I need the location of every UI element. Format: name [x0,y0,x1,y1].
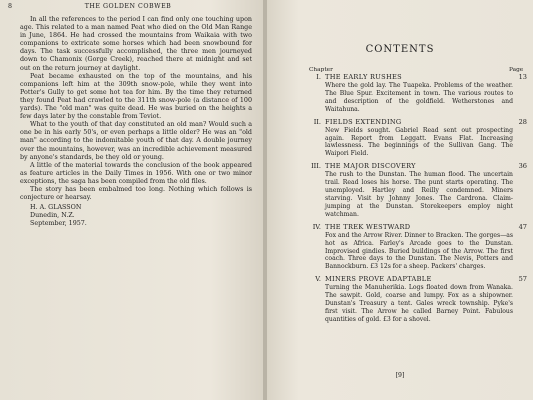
folio: [9] [395,372,405,379]
right-page [267,0,533,400]
contents-title: CONTENTS [365,44,435,55]
chapter-page: 28 [518,117,527,126]
preface-text [20,16,252,228]
chapter-title: MINERS PROVE ADAPTABLE [325,275,432,284]
paragraph: What to the youth of that day constituted an old man? Would such a one be in his early 50's, or even perhaps a little older? He was an "old man" according to the indomitable youth of that day. A double journey over the mountains, however, was an incredible achievement measured by anyone's standards, be they old or young. [20,121,252,161]
chapter-column-header: Chapter [309,67,333,73]
page-number: 8 [8,3,13,10]
page-column-header: Page [509,67,524,73]
chapter-description: Fox and the Arrow River. Dinner to Bracken. The gorges—as hot as Africa. Farley's Arcade goes to the Dunstan. Improvised gindies. Buried buildings of the Arrow. The first coach. Three days to the Dunstan. The Nevis, Potters and Bannockburn. £3 12s for a sheep. Packers' charges. [325,231,513,271]
chapter-number: V. [315,275,321,284]
paragraph: The story has been embalmed too long. Nothing which follows is conjecture or hearsay. [20,185,252,202]
chapter-page: 57 [518,275,527,284]
contents-entry [309,73,527,114]
running-head [8,3,248,13]
chapter-number: II. [313,117,321,126]
chapter-description: Turning the Manuherikia. Logs floated down from Wanaka. The sawpit. Gold, coarse and lumpy. Fox as a shipowner. Dunstan's Treasury a tent. Gales wreck township. Pyke's first visit. The Arrow he called Barney Point. Fabulous quantities of gold. £3 for a shovel. [325,284,513,323]
left-page [0,0,263,400]
chapter-title: THE TREK WESTWARD [325,222,411,231]
running-title: THE GOLDEN COBWEB [84,3,172,10]
chapter-page: 13 [518,73,527,81]
contents-entry [309,118,527,159]
paragraph: In all the references to the period I can find only one touching upon age. This related to a man named Peat who died on the Old Man Range in June, 1864. He had crossed the mountains from Waikaia with two companions to extricate some horses which had been snowbound for days. The task successfully accomplished, the three men journeyed down to Chamonix (Gorge Creek), reached there at midnight and set out on the return journey at daylight. [20,16,252,72]
contents-entry [309,162,527,218]
author-place: Dunedin, N.Z. [30,212,75,220]
paragraph: A little of the material towards the conclusion of the book appeared as feature articles in the Daily Times in 1956. With one or two minor exceptions, the saga has been compiled from the old files. [20,161,252,185]
signature-block [20,204,252,228]
chapter-number: I. [316,73,321,81]
chapter-page: 36 [518,162,527,171]
chapter-title: FIELDS EXTENDING [325,117,402,126]
chapter-description: New Fields sought. Gabriel Read sent out prospecting again. Report from Leggatt. Evans Flat. Increasing lawlessness. The beginnings of the Sullivan Gang. The Waipori Field. [325,126,513,158]
contents-list [309,73,527,328]
chapter-title: THE MAJOR DISCOVERY [325,162,416,171]
chapter-title: THE EARLY RUSHES [325,73,402,81]
chapter-number: III. [311,162,321,171]
paragraph: Peat became exhausted on the top of the mountains, and his companions left him at the 309th snow-pole, while they went into Potter's Gully to get some hot tea for him. By the time they returned they found Peat had crawled to the 311th snow-pole (a distance of 100 yards). The "old man" was quite dead. He was buried on the heights a few days later by the constable from Teviot. [20,72,252,121]
chapter-description: Where the gold lay. The Tuapeka. Problems of the weather. The Blue Spur. Excitement in town. The various routes to and description of the goldfield. Wetherstones and Waitahuna. [325,82,513,113]
chapter-description: The rush to the Dunstan. The human flood. The uncertain trail. Read loses his horse. The punt starts operating. The unemployed. Hartley and Reilly condemned. Miners starving. Visit by Johnny Jones. The Cardrona. Claim-jumping at the Dunstan. Storekeepers employ night watchman. [325,171,513,218]
author-name: H. A. GLASSON [30,204,82,212]
chapter-number: IV. [312,222,321,231]
chapter-page: 47 [518,222,527,231]
author-date: September, 1957. [30,220,87,228]
contents-entry [309,223,527,272]
contents-entry [309,275,527,324]
